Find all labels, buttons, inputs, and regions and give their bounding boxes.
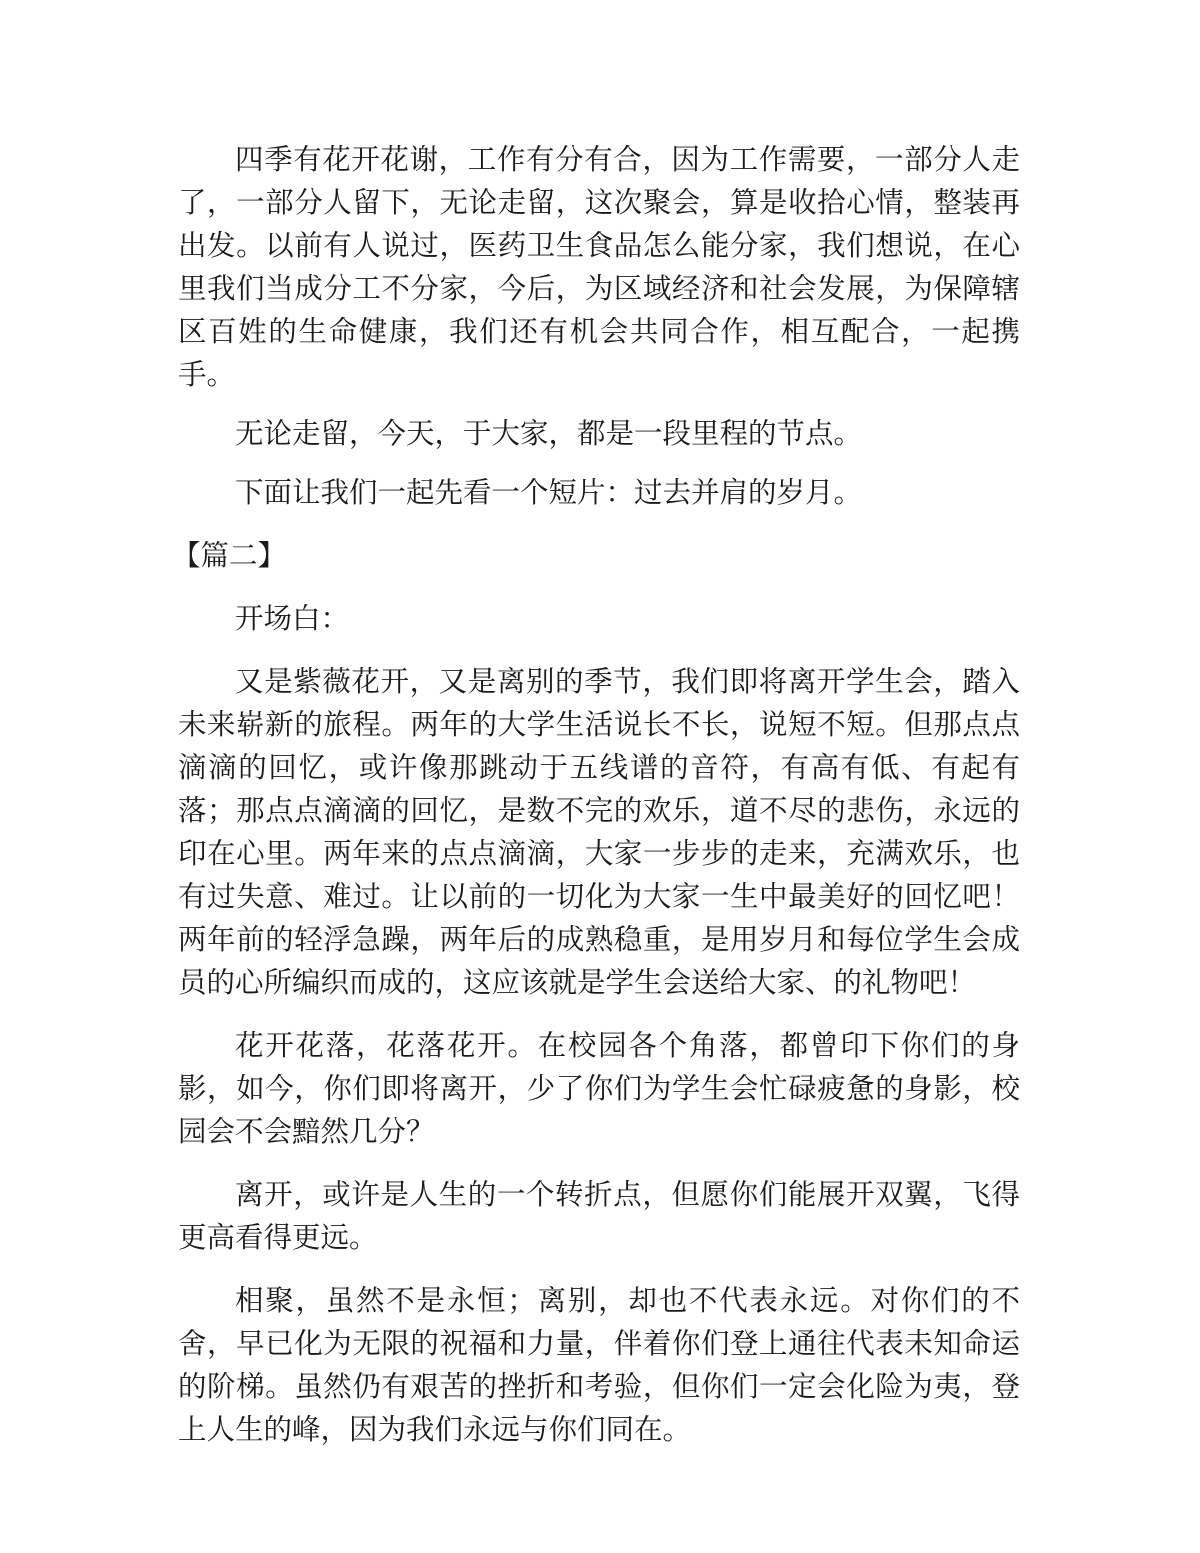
section-heading: 【篇二】 (172, 539, 287, 572)
paragraph-milestone: 无论走留，今天，于大家，都是一段里程的节点。 (235, 417, 863, 450)
document-page (172, 138, 1020, 1451)
paragraph-reunion: 相聚，虽然不是永恒；离别，却也不代表永远。对你们的不舍，早已化为无限的祝福和力量，伴着你们登上通往代表未知命运的阶梯。虽然仍有艰苦的挫折和考验，但你们一定会化险为夷，登上人生的峰，因为我们永远与你们同在。 (178, 1284, 1020, 1446)
paragraph-short-film: 下面让我们一起先看一个短片：过去并肩的岁月。 (235, 476, 863, 509)
paragraph-farewell-intro: 四季有花开花谢，工作有分有合，因为工作需要，一部分人走了，一部分人留下，无论走留，这次聚会，算是收拾心情，整装再出发。以前有人说过，医药卫生食品怎么能分家，我们想说，在心里我们当成分工不分家，今后，为区域经济和社会发展，为保障辖区百姓的生命健康，我们还有机会共同合作，相互配合，一起携手。 (178, 143, 1020, 391)
paragraph-flowers-bloom: 花开花落，花落花开。在校园各个角落，都曾印下你们的身影，如今，你们即将离开，少了你们为学生会忙碌疲惫的身影，校园会不会黯然几分？ (178, 1029, 1020, 1148)
paragraph-opening-label: 开场白： (235, 602, 350, 635)
paragraph-crape-myrtle: 又是紫薇花开，又是离别的季节，我们即将离开学生会，踏入未来崭新的旅程。两年的大学生活说长不长，说短不短。但那点点滴滴的回忆，或许像那跳动于五线谱的音符，有高有低、有起有落；那点点滴滴的回忆，是数不完的欢乐，道不尽的悲伤，永远的印在心里。两年来的点点滴滴，大家一步步的走来，充满欢乐，也有过失意、难过。让以前的一切化为大家一生中最美好的回忆吧！两年前的轻浮急躁，两年后的成熟稳重，是用岁月和每位学生会成员的心所编织而成的，这应该就是学生会送给大家、的礼物吧！ (178, 665, 1020, 999)
paragraph-turning-point: 离开，或许是人生的一个转折点，但愿你们能展开双翼，飞得更高看得更远。 (178, 1178, 1020, 1254)
